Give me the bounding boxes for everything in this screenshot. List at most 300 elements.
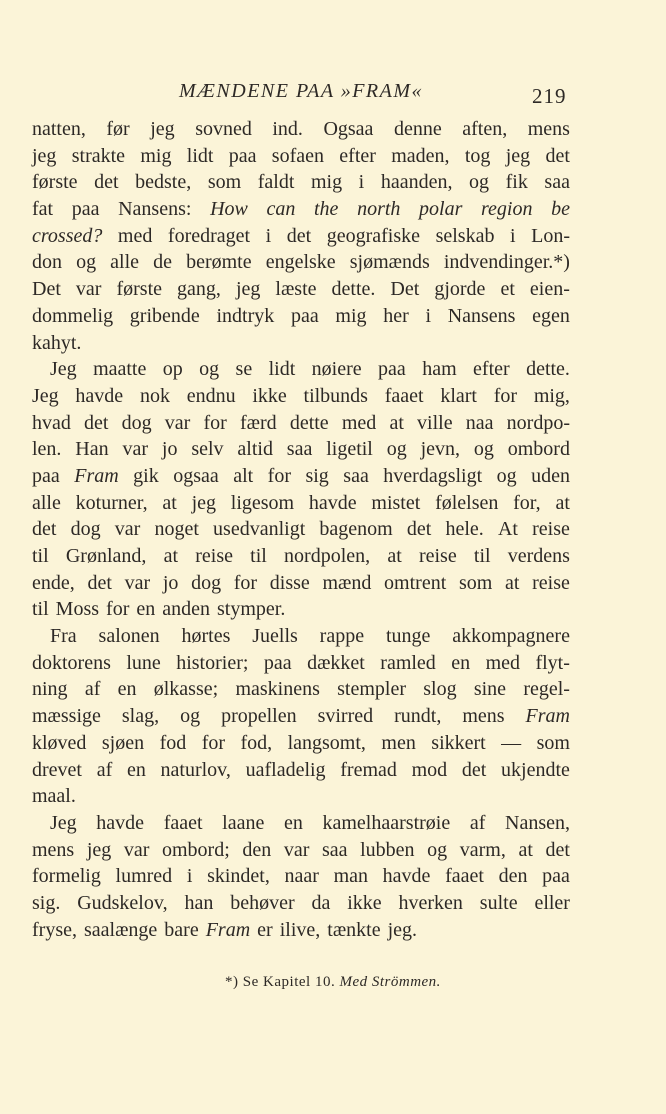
word: behøver: [230, 891, 295, 914]
word: det: [94, 171, 119, 194]
word: havde: [75, 384, 124, 407]
text-line: [32, 410, 570, 437]
word: var: [75, 278, 102, 301]
word: gang,: [177, 278, 221, 301]
word: saalænge: [83, 918, 158, 941]
word: det: [406, 518, 432, 541]
text-line: [32, 570, 570, 597]
word: ogsaa: [173, 464, 219, 487]
word: er: [257, 918, 273, 941]
word: se: [235, 358, 253, 381]
word: At: [497, 518, 518, 541]
word: sine: [473, 678, 507, 701]
word: Moss: [55, 598, 100, 621]
text-line: [32, 676, 570, 703]
text-line: [32, 917, 570, 944]
text-line: [32, 490, 570, 517]
word: det: [545, 838, 570, 861]
word: med: [485, 651, 521, 674]
word: for: [106, 598, 130, 621]
word: Juells: [252, 625, 298, 648]
word: at: [162, 491, 177, 514]
word: salonen: [98, 625, 160, 648]
word: som: [458, 571, 493, 594]
text-line: [32, 890, 570, 917]
word: maden,: [391, 144, 450, 167]
word: ikke: [252, 384, 287, 407]
word: flyt-: [535, 651, 570, 674]
word: paa: [290, 304, 319, 327]
text-line: [32, 196, 570, 223]
text-line: [32, 116, 570, 143]
text-line: [32, 143, 570, 170]
word: Jeg: [50, 811, 77, 834]
word: verdens: [507, 545, 570, 567]
word: følelsen: [435, 491, 499, 514]
word: naar: [284, 865, 319, 888]
word: i: [425, 304, 431, 327]
word: i: [265, 224, 272, 247]
word: Det: [32, 278, 61, 301]
word: den: [242, 838, 272, 861]
word: stymper.: [217, 598, 286, 621]
word: i: [186, 865, 193, 888]
word: Grønland,: [65, 545, 147, 567]
word: med: [117, 224, 153, 247]
word: dog: [70, 518, 101, 541]
word: naturlov,: [160, 758, 231, 781]
word: en: [126, 758, 146, 781]
word: mig,: [533, 384, 570, 407]
text-line: [32, 783, 570, 810]
word: for: [201, 731, 226, 754]
word: ilive,: [279, 918, 321, 941]
word: var: [114, 518, 141, 541]
italic-word: How: [210, 198, 248, 221]
word: dækket: [307, 651, 365, 674]
word: at: [389, 411, 404, 434]
word: kløved: [32, 731, 87, 754]
word: den: [498, 865, 528, 888]
word: mens: [462, 705, 505, 728]
word: haanden,: [380, 171, 453, 194]
word: natten,: [32, 118, 86, 140]
word: dette: [289, 411, 329, 434]
word: en: [451, 651, 471, 674]
word: det: [32, 518, 57, 541]
word: at: [555, 491, 570, 514]
word: det: [545, 144, 570, 167]
text-line: [32, 303, 570, 330]
word: hvad: [32, 411, 71, 434]
word: eien-: [529, 278, 570, 301]
word: akkompagnere: [452, 625, 570, 648]
word: bare: [164, 918, 199, 941]
word: nøiere: [311, 358, 362, 381]
word: jeg: [235, 278, 261, 301]
word: ligetil: [326, 438, 373, 461]
word: rundt,: [394, 705, 442, 728]
word: sjøen: [101, 731, 145, 754]
text-line: [32, 330, 570, 357]
italic-word: can: [266, 198, 296, 221]
text-line: [32, 596, 570, 623]
word: Ogsaa: [323, 118, 374, 140]
word: af: [469, 811, 486, 834]
text-line: [32, 249, 570, 276]
word: og: [199, 358, 220, 381]
word: og: [427, 838, 448, 861]
word: jo: [162, 571, 179, 594]
word: Det: [390, 278, 420, 301]
word: bedste,: [135, 171, 192, 194]
word: efter: [339, 144, 376, 167]
word: jeg: [32, 144, 57, 167]
word: rappe: [319, 625, 365, 648]
italic-word: be: [551, 198, 570, 221]
text-line: [32, 623, 570, 650]
word: usedvanligt: [213, 518, 306, 541]
text-line: [32, 863, 570, 890]
word: gik: [133, 464, 159, 487]
word: tog: [464, 144, 491, 167]
word: alle: [32, 491, 61, 514]
word: det: [461, 758, 487, 781]
word: for: [233, 571, 258, 594]
word: mod: [411, 758, 448, 781]
word: laane: [222, 811, 265, 834]
word: Nansens: [447, 304, 516, 327]
text-line: [32, 356, 570, 383]
word: varm,: [459, 838, 506, 861]
word: mig: [335, 304, 367, 327]
word: endnu: [186, 384, 236, 407]
word: mænd: [322, 571, 372, 594]
word: kahyt.: [32, 331, 82, 354]
word: sulte: [479, 891, 518, 914]
word: reise: [532, 518, 570, 541]
word: sjømænds: [349, 251, 430, 274]
text-line: [32, 543, 570, 570]
word: skindet,: [207, 865, 270, 888]
word: slag,: [121, 705, 160, 728]
footnote-source: Med Strömmen.: [339, 974, 441, 990]
word: at: [518, 838, 533, 861]
word: havde: [96, 811, 145, 834]
word: selskab: [435, 224, 495, 247]
word: langsomt,: [287, 731, 366, 754]
word: mig: [310, 171, 343, 194]
word: nordpo-: [506, 411, 570, 434]
text-line: [32, 276, 570, 303]
word: jeg: [505, 144, 531, 167]
word: det: [84, 411, 109, 434]
italic-word: polar: [419, 198, 463, 221]
word: slog: [423, 678, 457, 701]
word: Jeg: [50, 358, 77, 381]
word: fod,: [240, 731, 273, 754]
word: alle: [110, 251, 140, 274]
text-line: [32, 516, 570, 543]
word: Nansens:: [118, 198, 192, 221]
text-line: [32, 169, 570, 196]
word: dommelig: [32, 304, 114, 327]
word: anden: [162, 598, 211, 621]
text-line: [32, 730, 570, 757]
word: til: [473, 545, 491, 567]
word: ølkasse;: [153, 678, 219, 701]
word: i: [358, 171, 365, 194]
word: og: [76, 251, 97, 274]
italic-word: north: [357, 198, 401, 221]
word: færd: [239, 411, 277, 434]
word: som: [207, 171, 242, 194]
word: for,: [513, 491, 541, 514]
word: len.: [32, 438, 62, 461]
italic-word: Fram: [525, 705, 570, 728]
word: fat: [32, 198, 54, 221]
word: paa: [542, 865, 570, 888]
body-text: [32, 116, 570, 943]
word: jeg: [150, 118, 175, 140]
word: Gudskelov,: [77, 891, 168, 914]
word: jeg: [191, 491, 216, 514]
word: tunge: [385, 625, 431, 648]
word: noget: [154, 518, 199, 541]
word: saa: [286, 438, 313, 461]
word: ind.: [272, 118, 303, 140]
word: paa: [228, 144, 257, 167]
word: kamelhaarstrøie: [322, 811, 451, 834]
word: ning: [32, 678, 68, 701]
word: altid: [237, 438, 273, 461]
word: af: [96, 758, 113, 781]
word: tilbunds: [303, 384, 368, 407]
word: alt: [233, 464, 254, 487]
word: første: [32, 171, 78, 194]
word: i: [510, 224, 516, 247]
word: lumred: [115, 865, 173, 888]
word: og: [496, 464, 517, 487]
word: engelske: [265, 251, 336, 274]
word: fryse,: [32, 918, 77, 941]
text-line: [32, 223, 570, 250]
word: en: [283, 811, 303, 834]
word: ende,: [32, 571, 75, 594]
word: hørtes: [181, 625, 231, 648]
word: stempler: [337, 678, 406, 701]
word: ikke: [347, 891, 382, 914]
word: paa: [71, 198, 100, 221]
word: havde: [382, 865, 431, 888]
text-line: [32, 757, 570, 784]
word: saa: [321, 838, 348, 861]
word: Fra: [50, 625, 77, 648]
word: uden: [531, 464, 570, 487]
word: lune: [126, 651, 161, 674]
word: her: [383, 304, 409, 327]
word: ligesom: [230, 491, 295, 514]
word: at: [163, 545, 179, 567]
word: sovned: [195, 118, 252, 140]
word: reise: [532, 571, 570, 594]
word: op: [162, 358, 183, 381]
word: men: [381, 731, 416, 754]
text-line: [32, 837, 570, 864]
word: mistet: [371, 491, 421, 514]
word: var: [124, 571, 151, 594]
word: en: [117, 678, 137, 701]
word: Han: [75, 438, 109, 461]
word: historier;: [176, 651, 249, 674]
word: egen: [532, 304, 570, 327]
word: reise: [195, 545, 233, 567]
page-number: 219: [532, 84, 567, 108]
italic-word: the: [314, 198, 339, 221]
italic-word: crossed?: [32, 224, 103, 247]
word: havde: [308, 491, 357, 514]
word: mens: [527, 118, 570, 140]
text-line: [32, 383, 570, 410]
word: hverken: [398, 891, 463, 914]
word: propellen: [221, 705, 297, 728]
word: uafladelig: [245, 758, 326, 781]
word: bagenom: [319, 518, 393, 541]
word: jo: [161, 438, 178, 461]
word: —: [501, 731, 522, 754]
word: svirred: [317, 705, 374, 728]
word: et: [500, 278, 515, 301]
word: faldt: [257, 171, 295, 194]
word: strakte: [71, 144, 126, 167]
word: geografiske: [326, 224, 421, 247]
word: da: [311, 891, 331, 914]
word: mig: [140, 144, 172, 167]
word: dog: [191, 571, 222, 594]
word: var: [283, 838, 310, 861]
word: foredraget: [167, 224, 251, 247]
word: var: [164, 411, 191, 434]
word: var: [122, 438, 149, 461]
word: hverdagsligt: [383, 464, 483, 487]
word: gribende: [129, 304, 200, 327]
word: sig.: [32, 891, 61, 914]
word: en: [136, 598, 156, 621]
word: eller: [534, 891, 570, 914]
word: drevet: [32, 758, 82, 781]
word: faaet: [163, 811, 203, 834]
word: til: [32, 598, 49, 621]
word: aften,: [462, 118, 508, 140]
word: regel-: [523, 678, 570, 701]
footnote: [0, 974, 666, 991]
word: Jeg: [32, 384, 59, 407]
word: berømte: [186, 251, 252, 274]
text-line: [32, 463, 570, 490]
word: selv: [191, 438, 224, 461]
word: ombord;: [161, 838, 230, 861]
word: koturner,: [75, 491, 148, 514]
text-line: [32, 810, 570, 837]
word: ukjendte: [501, 758, 570, 781]
word: ombord: [507, 438, 570, 461]
word: for: [267, 464, 291, 487]
word: til: [32, 545, 49, 567]
word: sig: [305, 464, 329, 487]
word: af: [84, 678, 101, 701]
word: faaet: [384, 384, 424, 407]
word: for: [493, 384, 518, 407]
word: nok: [139, 384, 170, 407]
word: denne: [393, 118, 442, 140]
word: reise: [418, 545, 457, 567]
word: ville: [417, 411, 453, 434]
word: faaet: [445, 865, 484, 888]
italic-word: Fram: [205, 918, 251, 941]
word: tænkte: [327, 918, 381, 941]
word: dette.: [331, 278, 376, 301]
word: de: [153, 251, 172, 274]
word: ham: [422, 358, 457, 381]
word: nordpolen,: [284, 545, 371, 567]
word: og: [180, 705, 201, 728]
word: ramled: [380, 651, 436, 674]
word: fremad: [340, 758, 397, 781]
word: maatte: [93, 358, 147, 381]
word: indtryk: [216, 304, 275, 327]
word: at: [504, 571, 520, 594]
word: og: [386, 438, 407, 461]
word: sikkert: [431, 731, 486, 754]
word: sofaen: [271, 144, 324, 167]
word: og: [469, 171, 490, 194]
word: at: [387, 545, 402, 567]
word: før: [106, 118, 130, 140]
word: disse: [269, 571, 310, 594]
word: og: [473, 438, 494, 461]
word: gjorde: [434, 278, 486, 301]
word: første: [116, 278, 163, 301]
word: jeg.: [387, 918, 418, 941]
word: som: [536, 731, 570, 754]
word: maal.: [32, 785, 76, 808]
word: omtrent: [384, 571, 447, 594]
word: lubben: [360, 838, 415, 861]
word: med: [341, 411, 377, 434]
running-header: MÆNDENE PAA »FRAM«: [178, 80, 424, 102]
word: fod: [159, 731, 187, 754]
word: Lon-: [531, 224, 570, 247]
italic-word: Fram: [74, 464, 119, 487]
word: var: [123, 838, 150, 861]
word: jevn,: [420, 438, 461, 461]
word: fik: [505, 171, 528, 194]
word: hele.: [445, 518, 484, 541]
word: efter: [473, 358, 510, 381]
text-line: [32, 650, 570, 677]
word: jeg: [86, 838, 112, 861]
italic-word: region: [481, 198, 533, 221]
word: saa: [544, 171, 570, 194]
word: læste: [275, 278, 317, 301]
word: maskinens: [235, 678, 320, 701]
word: for: [203, 411, 227, 434]
word: paa: [263, 651, 292, 674]
word: lidt: [268, 358, 296, 381]
word: dette.: [526, 358, 570, 381]
word: mæssige: [32, 705, 101, 728]
word: det: [286, 224, 312, 247]
